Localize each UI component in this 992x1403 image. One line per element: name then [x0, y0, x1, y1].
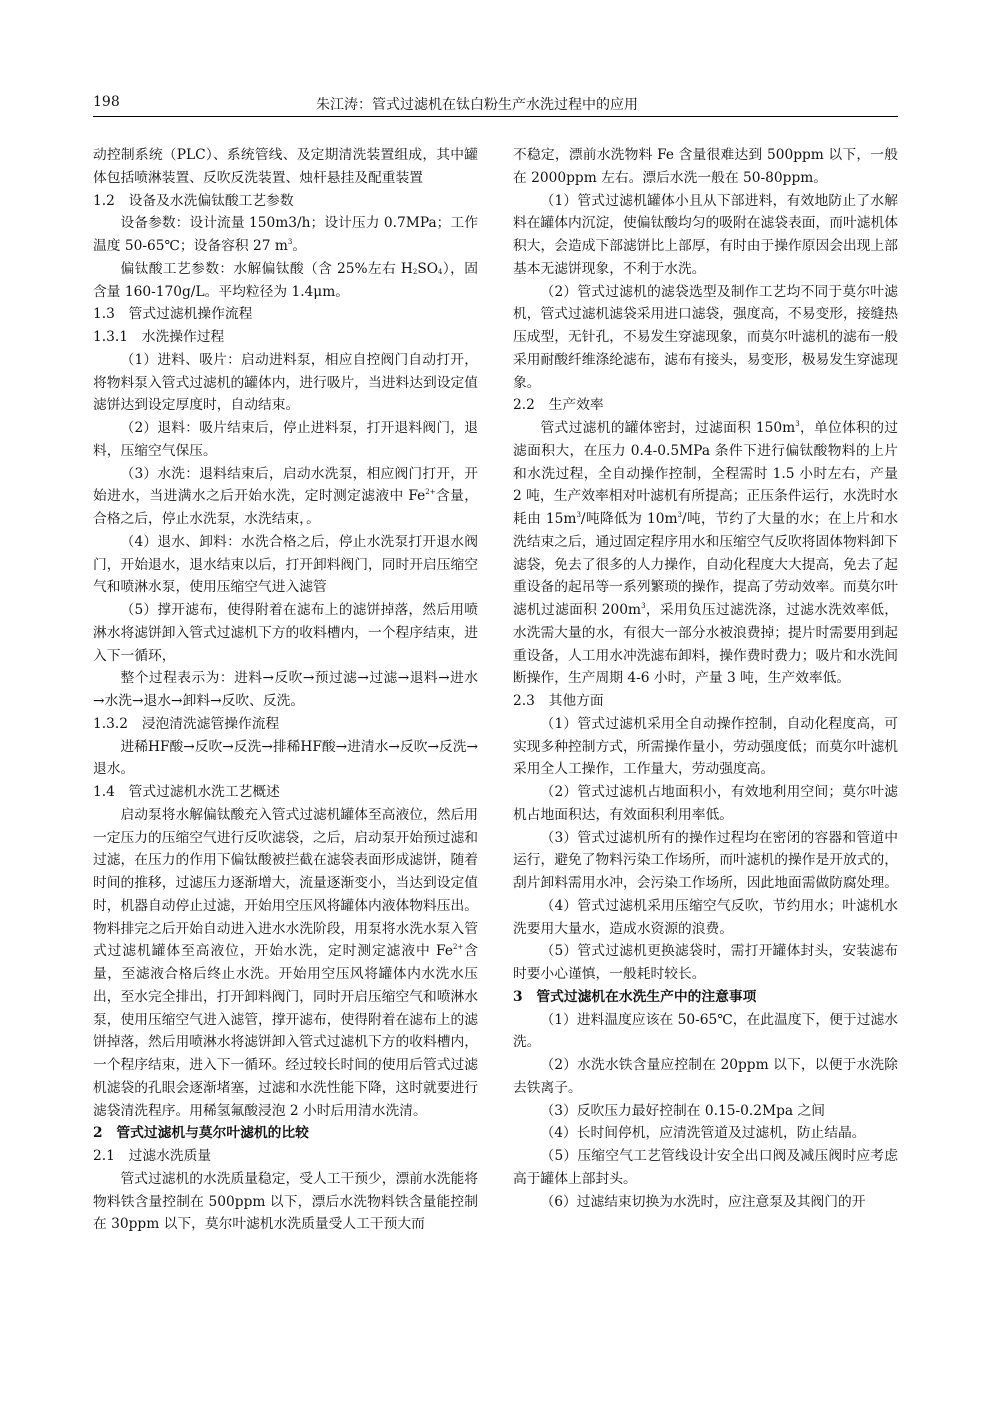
paragraph — [513, 895, 898, 941]
text-run: （1）管式过滤机罐体小且从下部进料，有效地防止了水解料在罐体内沉淀，使偏钛酸均匀的吸附在滤袋表面，而叶滤机体积大，会造成下部滤饼比上部厚，有时由于操作原因会出现上部基本无滤饼现象，不利于水洗。 — [513, 192, 899, 277]
text-run: 1.4 管式过滤机水洗工艺概述 — [93, 784, 280, 800]
paragraph — [93, 736, 478, 782]
text-run: （3）反吹压力最好控制在 0.15-0.2Mpa 之间 — [540, 1102, 825, 1119]
text-run: 整个过程表示为：进料→反吹→预过滤→过滤→退料→进水→水洗→退水→卸料→反吹、反洗。 — [93, 670, 478, 709]
subscript: 2 — [412, 267, 418, 276]
paragraph — [513, 1009, 898, 1055]
subsection-heading — [93, 326, 478, 349]
paragraph — [93, 144, 478, 190]
subsection-heading — [513, 394, 898, 417]
text-run: 1.3 管式过滤机操作流程 — [93, 306, 253, 323]
paragraph — [93, 212, 478, 258]
text-run: 进稀HF酸→反吹→反洗→排稀HF酸→进清水→反吹→反洗→退水。 — [93, 738, 478, 778]
page-header — [93, 92, 898, 117]
text-run: （2）水洗水铁含量应控制在 20ppm 以下，以便于水洗除去铁离子。 — [513, 1057, 898, 1096]
text-run: 3 管式过滤机在水洗生产中的注意事项 — [513, 988, 757, 1005]
text-run: （4）管式过滤机采用压缩空气反吹，节约用水；叶滤机水洗要用大量水，造成水资源的浪费。 — [513, 897, 898, 937]
section-heading — [93, 1122, 478, 1145]
text-run: （4）退水、卸料：水洗合格之后，停止水洗泵打开退水阀门，开始退水，退水结束以后，打开卸料阀门，同时开启压缩空气和喷淋水泵，使用压缩空气进入滤管 — [93, 533, 479, 596]
text-run: （5）管式过滤机更换滤袋时，需打开罐体封头，安装滤布时要小心谨慎，一般耗时较长。 — [513, 943, 898, 982]
left-column — [93, 144, 478, 1236]
paragraph — [93, 1168, 478, 1236]
text-run: （1）进料、吸片：启动进料泵，相应自控阀门自动打开，将物料泵入管式过滤机的罐体内，进行吸片，当进料达到设定值滤饼达到设定厚度时，自动结束。 — [93, 351, 479, 414]
paragraph — [513, 1145, 898, 1191]
text-run: 不稳定，漂前水洗物料 Fe 含量很难达到 500ppm 以下，一般在 2000ppm 左右。漂后水洗一般在 50-80ppm。 — [513, 147, 898, 186]
text-run: 。 — [292, 238, 307, 254]
paragraph — [513, 781, 898, 827]
superscript: 3 — [795, 420, 800, 428]
text-run: 1.3.2 浸泡清洗滤管操作流程 — [93, 715, 280, 732]
text-run: 管式过滤机的水洗质量稳定，受人工干预少，漂前水洗能将物料铁含量控制在 500ppm 以下，漂后水洗物料铁含量能控制在 30ppm 以下，莫尔叶滤机水洗质量受人工干预大而 — [93, 1170, 479, 1233]
right-column — [513, 144, 898, 1213]
paragraph — [93, 599, 478, 667]
text-run: 2.2 生产效率 — [513, 397, 604, 414]
text-run: /吨降低为 10m — [580, 511, 678, 527]
text-run: 1.2 设备及水洗偏钛酸工艺参数 — [93, 192, 294, 209]
text-run: （5）压缩空气工艺管线设计安全出口阀及减压阀时应考虑高于罐体上部封头。 — [513, 1148, 898, 1187]
superscript: 2+ — [452, 943, 464, 952]
text-run: ，单位体积的过滤面积大，在压力 0.4-0.5MPa 条件下进行偏钛酸物料的上片和水洗过程，全自动操作控制，全程需时 1.5 小时左右，产量 2 吨，生产效率相对叶滤机有所提高；正压条件运行，水洗时水耗由 15m — [513, 420, 898, 527]
paragraph — [93, 531, 478, 599]
superscript: 3 — [287, 238, 293, 246]
text-run: ，采用负压过滤洗涤，过滤水洗效率低，水洗需大量的水，有很大一部分水被浪费掉；提片时需要用到起重设备，人工用水冲洗滤布卸料，操作费时费力；吸片和水洗间断操作，生产周期 4-6 小时，产量 3 吨，生产效率低。 — [513, 602, 899, 687]
text-run: 1.3.1 水洗操作过程 — [93, 329, 225, 345]
paragraph — [513, 713, 898, 781]
paragraph — [513, 144, 898, 190]
paragraph — [513, 940, 898, 986]
text-run: （2）管式过滤机占地面积小，有效地利用空间；莫尔叶滤机占地面积达，有效面积利用率低。 — [513, 784, 898, 823]
superscript: 3 — [641, 602, 646, 610]
text-run: （3）水洗：退料结束后，启动水洗泵，相应阀门打开，开始进水，当进满水之后开始水洗，定时测定滤液中 Fe — [93, 465, 478, 505]
paragraph — [93, 804, 478, 1123]
subsection-heading — [513, 690, 898, 713]
paragraph — [93, 417, 478, 463]
text-run: ），固含量 160-170g/L。平均粒径为 1.4μm。 — [93, 260, 478, 300]
text-run: 含量，合格之后，停止水洗泵，水洗结束，。 — [93, 488, 478, 527]
page-number: 198 — [93, 94, 120, 110]
text-run: （5）撑开滤布，使得附着在滤布上的滤饼掉落，然后用喷淋水将滤饼卸入管式过滤机下方的收料槽内，一个程序结束，进入下一循环， — [93, 602, 479, 664]
text-run: 2 管式过滤机与莫尔叶滤机的比较 — [93, 1125, 309, 1142]
paragraph — [513, 1054, 898, 1100]
text-run: （1）管式过滤机采用全自动操作控制，自动化程度高，可实现多种控制方式，所需操作量小，劳动强度低；而莫尔叶滤机采用全人工操作，工作量大，劳动强度高。 — [513, 715, 899, 778]
superscript: 3 — [677, 511, 682, 519]
text-run: （3）管式过滤机所有的操作过程均在密闭的容器和管道中运行，避免了物料污染工作场所，而叶滤机的操作是开放式的，刮片卸料需用水冲，会污染工作场所，因此地面需做防腐处理。 — [513, 829, 899, 891]
text-run: 2.3 其他方面 — [513, 693, 604, 709]
text-run: 管式过滤机的罐体密封，过滤面积 150m — [540, 420, 796, 436]
running-title: 朱江涛：管式过滤机在钛白粉生产水洗过程中的应用 — [316, 97, 638, 113]
text-run: （6）过滤结束切换为水洗时，应注意泵及其阀门的开 — [540, 1193, 866, 1210]
text-run: SO — [417, 260, 439, 277]
text-run: /吨，节约了大量的水；在上片和水洗结束之后，通过固定程序用水和压缩空气反吹将固体物料卸下滤袋，免去了很多的人力操作，自动化程度大大提高，免去了起重设备的起吊等一系列繁琐的操作，提高了劳动效率。而莫尔叶滤机过滤面积 200m — [513, 511, 899, 618]
subsection-heading — [93, 303, 478, 326]
paragraph — [513, 417, 898, 690]
text-run: 含量，至滤液合格后终止水洗。开始用空压风将罐体内水洗水压出，至水完全排出，打开卸料阀门，同时开启压缩空气和喷淋水泵，使用压缩空气进入滤管，撑开滤布，使得附着在滤布上的滤饼掉落，然后用喷淋水将滤饼卸入管式过滤机下方的收料槽内，一个程序结束，进入下一循环。经过较长时间的使用后管式过滤机滤袋的孔眼会逐渐堵塞，过滤和水洗性能下降，这时就要进行滤袋清洗程序。用稀氢氟酸浸泡 2 小时后用清水洗清。 — [93, 943, 479, 1119]
text-run: （2）管式过滤机的滤袋选型及制作工艺均不同于莫尔叶滤机，管式过滤机滤袋采用进口滤袋，强度高，不易变形，接缝热压成型，无针孔，不易发生穿滤现象，而莫尔叶滤机的滤布一般采用耐酸纤维涤纶滤布，滤布有接头，易变形，极易发生穿滤现象。 — [513, 283, 899, 391]
text-run: （1）进料温度应该在 50-65℃，在此温度下，便于过滤水洗。 — [513, 1011, 898, 1051]
subsection-heading — [93, 781, 478, 804]
text-run: （2）退料：吸片结束后，停止进料泵，打开退料阀门，退料，压缩空气保压。 — [93, 420, 478, 459]
paragraph — [513, 1191, 898, 1214]
text-run: 启动泵将水解偏钛酸充入管式过滤机罐体至高液位，然后用一定压力的压缩空气进行反吹滤袋，之后，启动泵开始预过滤和过滤，在压力的作用下偏钛酸被拦截在滤袋表面形成滤饼，随着时间的推移，过滤压力逐渐增大，流量逐渐变小，当达到设定值时，机器自动停止过滤，开始用空压风将罐体内液体物料压出。物料排完之后开始自动进入进水水洗阶段，用泵将水洗水泵入管式过滤机罐体至高液位，开始水洗，定时测定滤液中 Fe — [93, 806, 479, 960]
paragraph — [513, 190, 898, 281]
subsection-heading — [93, 713, 478, 736]
paragraph — [93, 258, 478, 304]
text-run: （4）长时间停机，应清洗管道及过滤机，防止结晶。 — [540, 1125, 866, 1142]
paragraph — [93, 667, 478, 713]
paragraph — [513, 1100, 898, 1123]
text-run: 2.1 过滤水洗质量 — [93, 1148, 212, 1164]
subsection-heading — [93, 190, 478, 213]
text-run: 偏钛酸工艺参数：水解偏钛酸（含 25%左右 H — [120, 260, 413, 277]
paragraph — [93, 463, 478, 531]
text-run: 设备参数：设计流量 150m3/h；设计压力 0.7MPa；工作温度 50-65℃；设备容积 27 m — [93, 215, 478, 254]
subscript: 4 — [438, 267, 443, 276]
paragraph — [513, 827, 898, 895]
superscript: 2+ — [425, 488, 436, 497]
section-heading — [513, 986, 898, 1009]
superscript: 3 — [576, 511, 581, 519]
paragraph — [93, 349, 478, 417]
paragraph — [513, 281, 898, 395]
text-run: 动控制系统（PLC）、系统管线、及定期清洗装置组成，其中罐体包括喷淋装置、反吹反洗装置、烛杆悬挂及配重装置 — [93, 147, 478, 186]
subsection-heading — [93, 1145, 478, 1168]
paragraph — [513, 1122, 898, 1145]
